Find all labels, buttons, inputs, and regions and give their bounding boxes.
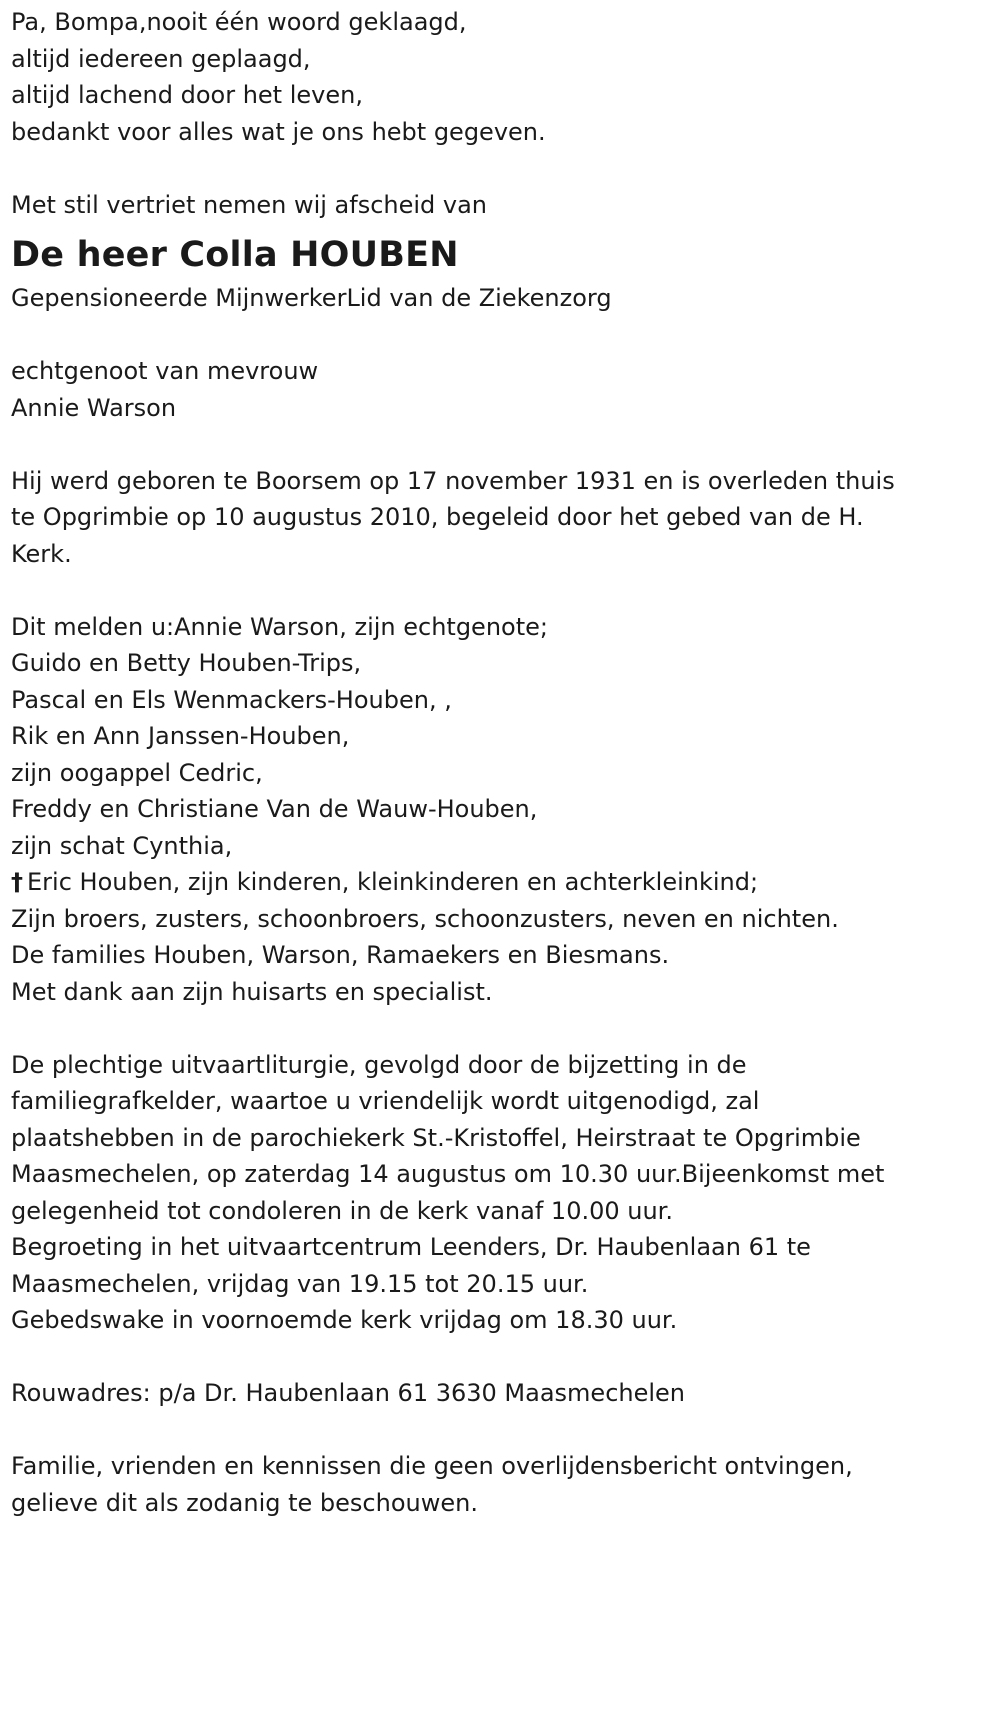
announcer-line: zijn schat Cynthia,	[11, 831, 233, 860]
mourning-address	[11, 1375, 1000, 1412]
poem-line: altijd iedereen geplaagd,	[11, 44, 311, 73]
announcer-line: zijn oogappel Cedric,	[11, 758, 263, 787]
announcer-line: Met dank aan zijn huisarts en specialist.	[11, 977, 493, 1006]
closing-line: Familie, vrienden en kennissen die geen overlijdensbericht ontvingen,	[11, 1452, 853, 1480]
ceremony-line: De plechtige uitvaartliturgie, gevolgd door de bijzetting in de	[11, 1050, 747, 1079]
cross-icon: †	[11, 868, 23, 896]
spouse-name: Annie Warson	[11, 393, 177, 422]
deceased-child-line	[11, 864, 1000, 901]
announcer-line: Pascal en Els Wenmackers-Houben, ,	[11, 685, 452, 714]
ceremony-line: familiegrafkelder, waartoe u vriendelijk wordt uitgenodigd, zal	[11, 1087, 760, 1115]
announcer-line: Dit melden u:Annie Warson, zijn echtgenote;	[11, 612, 548, 641]
spouse-label: echtgenoot van mevrouw	[11, 357, 319, 385]
ceremony-details	[11, 1047, 1000, 1339]
deceased-child-text: Eric Houben, zijn kinderen, kleinkinderen en achterkleinkind;	[27, 868, 759, 896]
closing-line: gelieve dit als zodanig te beschouwen.	[11, 1488, 478, 1517]
life-line: Hij werd geboren te Boorsem op 17 november 1931 en is overleden thuis	[11, 466, 895, 495]
ceremony-line: plaatshebben in de parochiekerk St.-Kristoffel, Heirstraat te Opgrimbie	[11, 1123, 861, 1152]
announcer-line: Freddy en Christiane Van de Wauw-Houben,	[11, 795, 538, 823]
ceremony-line: Gebedswake in voornoemde kerk vrijdag om 18.30 uur.	[11, 1306, 678, 1334]
address-line: Rouwadres: p/a Dr. Haubenlaan 61 3630 Maasmechelen	[11, 1379, 686, 1407]
announcers	[11, 609, 1000, 1011]
poem	[11, 4, 1000, 150]
life-details	[11, 463, 1000, 573]
life-line: te Opgrimbie op 10 augustus 2010, begeleid door het gebed van de H.	[11, 503, 864, 531]
poem-line: altijd lachend door het leven,	[11, 81, 363, 109]
deceased-name: De heer Colla HOUBEN	[11, 235, 459, 275]
ceremony-line: Begroeting in het uitvaartcentrum Leenders, Dr. Haubenlaan 61 te	[11, 1233, 811, 1261]
ceremony-line: gelegenheid tot condoleren in de kerk vanaf 10.00 uur.	[11, 1196, 673, 1225]
announcer-line: Guido en Betty Houben-Trips,	[11, 649, 362, 677]
poem-line: Pa, Bompa,nooit één woord geklaagd,	[11, 8, 467, 36]
life-line: Kerk.	[11, 539, 72, 568]
poem-line: bedankt voor alles wat je ons hebt gegeven.	[11, 117, 546, 146]
announcer-line: Rik en Ann Janssen-Houben,	[11, 722, 350, 750]
announcer-line: Zijn broers, zusters, schoonbroers, schoonzusters, neven en nichten.	[11, 904, 839, 933]
closing-note	[11, 1448, 1000, 1521]
deceased-details	[11, 280, 1000, 426]
ceremony-line: Maasmechelen, vrijdag van 19.15 tot 20.15 uur.	[11, 1269, 589, 1298]
occupation: Gepensioneerde MijnwerkerLid van de Ziekenzorg	[11, 284, 612, 312]
intro-line: Met stil vertriet nemen wij afscheid van	[11, 190, 488, 219]
announcer-line: De families Houben, Warson, Ramaekers en Biesmans.	[11, 941, 670, 969]
ceremony-line: Maasmechelen, op zaterdag 14 augustus om 10.30 uur.Bijeenkomst met	[11, 1160, 885, 1188]
intro-text	[11, 187, 1000, 224]
